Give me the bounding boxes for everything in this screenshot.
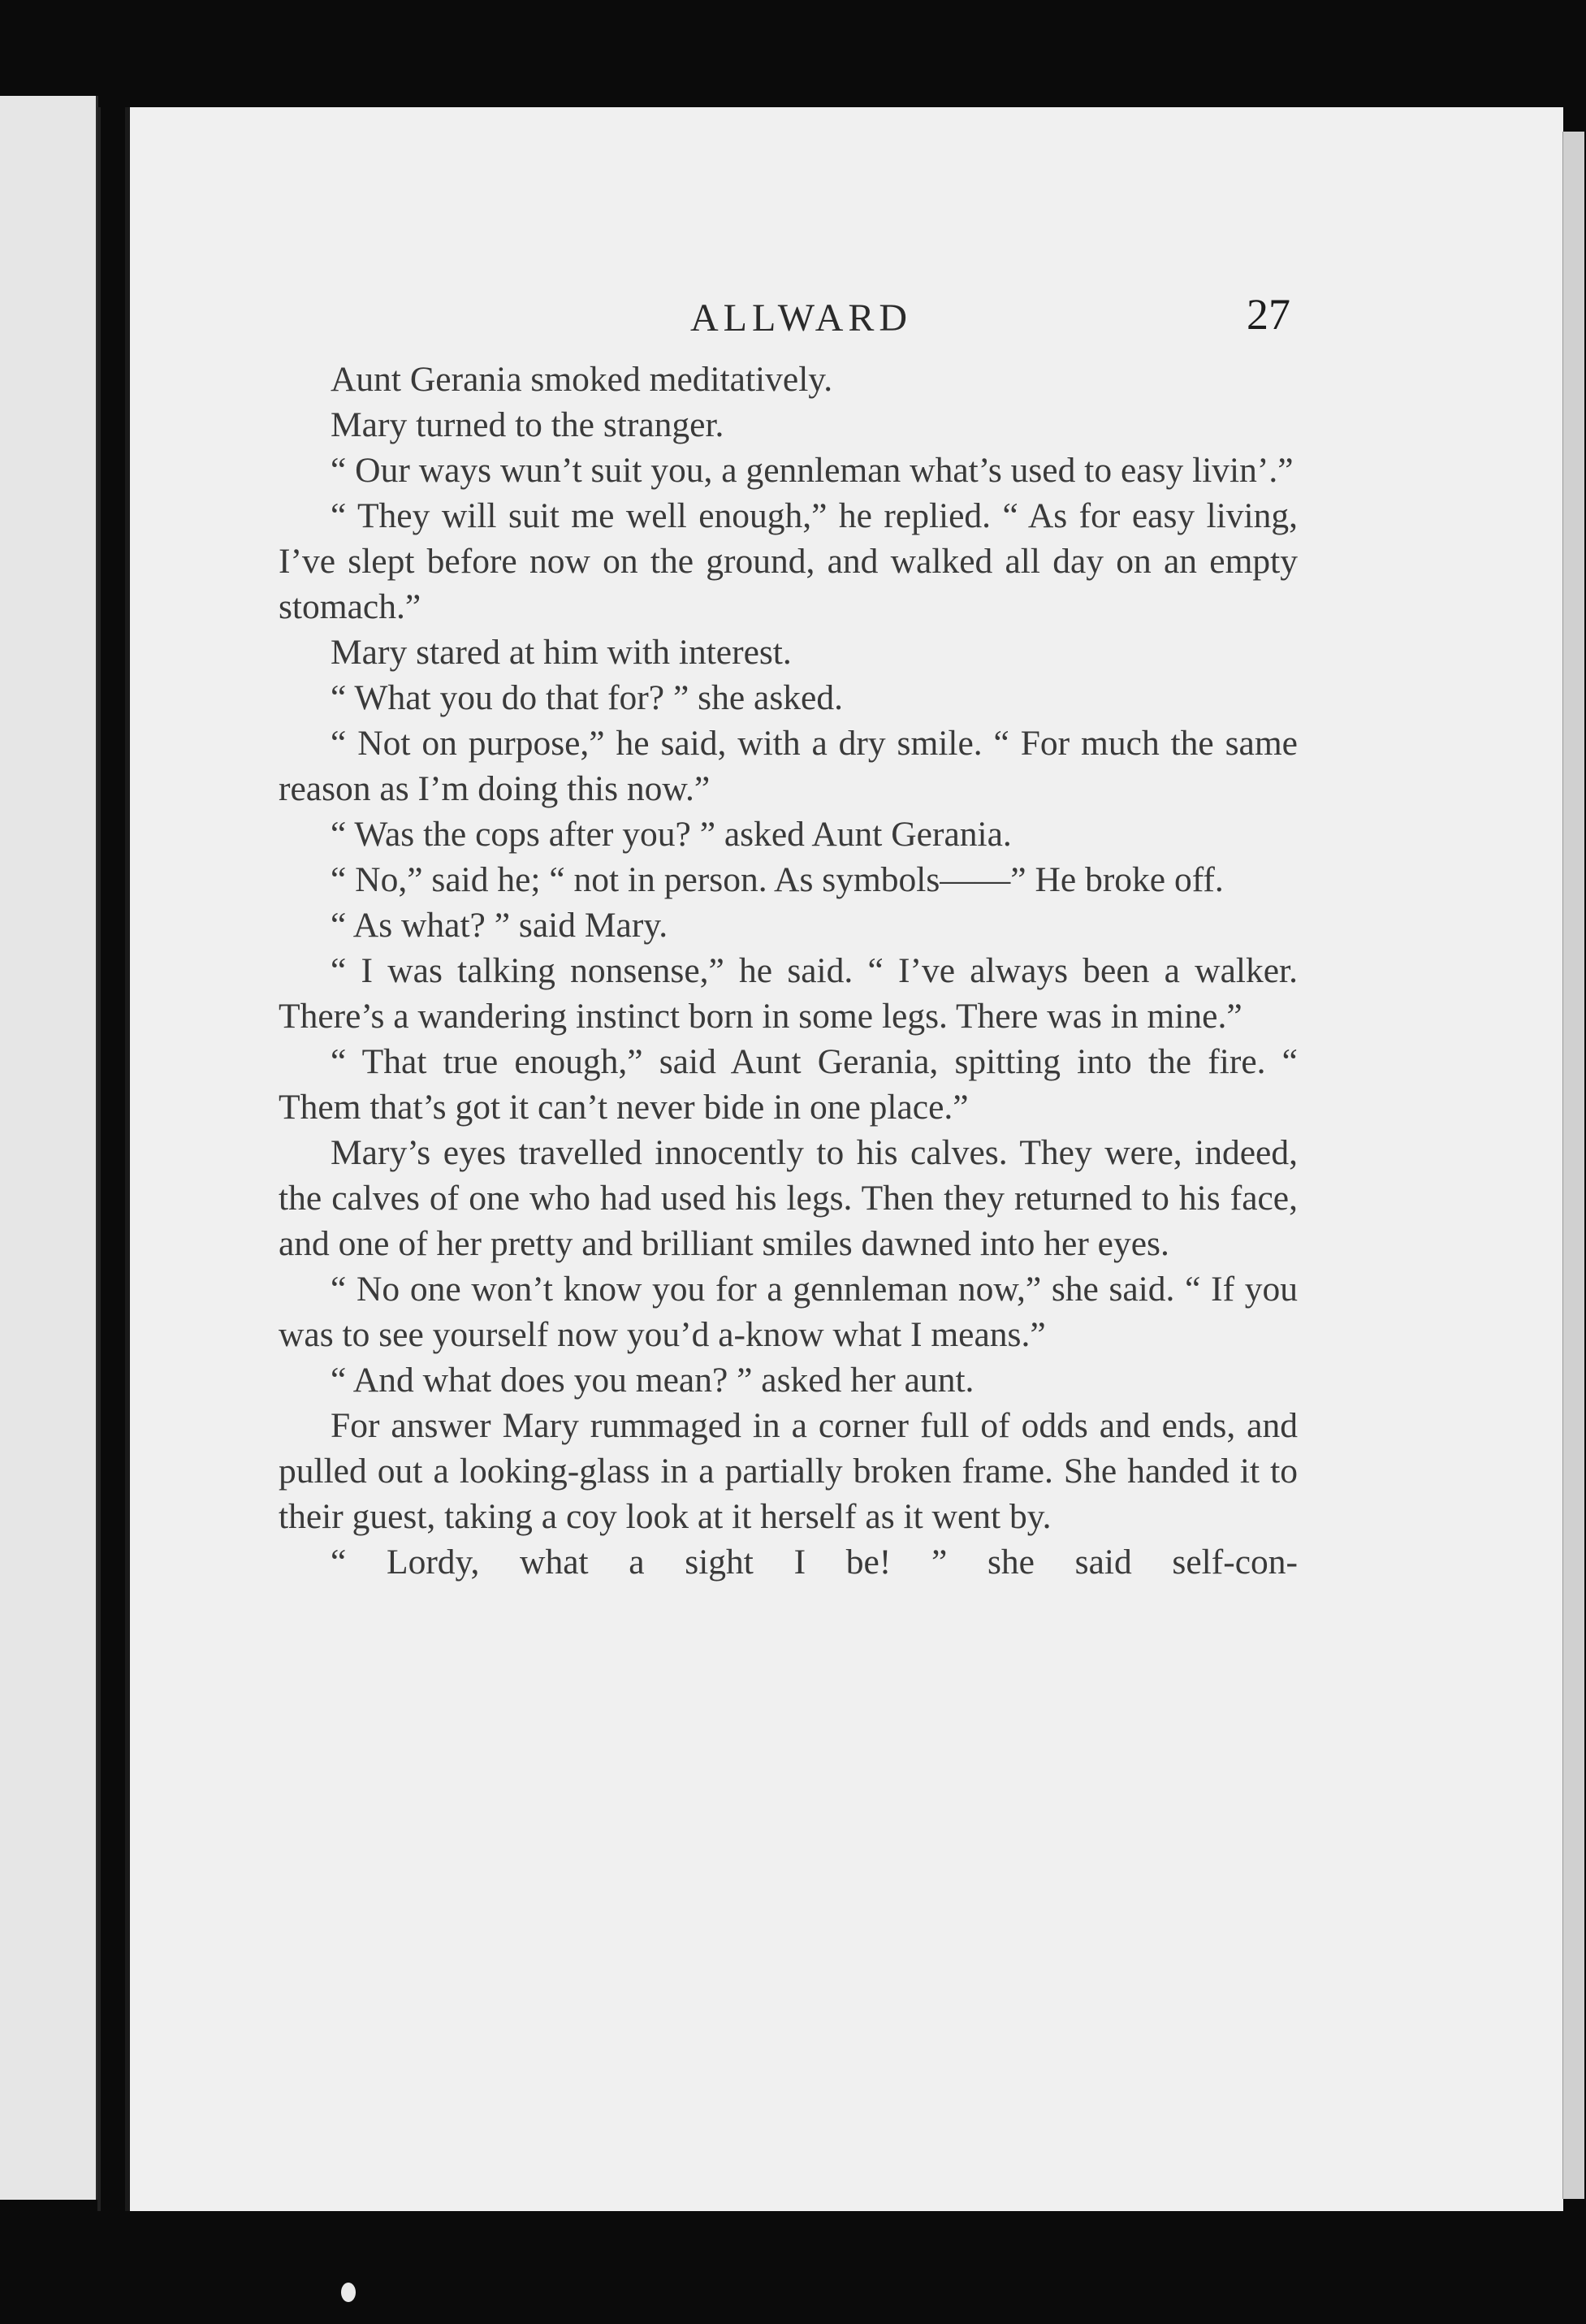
paragraph: Aunt Gerania smoked meditatively. xyxy=(331,360,833,399)
paragraph: Mary stared at him with interest. xyxy=(331,633,792,672)
paragraph: “ Was the cops after you? ” asked Aunt Gerania. xyxy=(331,815,1012,854)
paragraph: “ And what does you mean? ” asked her aunt. xyxy=(331,1361,975,1400)
page-number: 27 xyxy=(1247,290,1290,339)
paragraph: “ Lordy, what a sight I be! ” she said self-con- xyxy=(331,1543,1298,1582)
paragraph: “ As what? ” said Mary. xyxy=(331,906,668,945)
facing-page-edge xyxy=(0,96,98,2200)
body-text xyxy=(279,357,1298,1585)
paragraph: “ Our ways wun’t suit you, a gennleman what’s used to easy livin’.” xyxy=(331,451,1294,490)
paragraph: Mary turned to the stranger. xyxy=(331,405,724,444)
paragraph: “ Not on purpose,” he said, with a dry smile. “ For much the same reason as I’m doing this now.” xyxy=(279,724,1298,808)
book-page xyxy=(130,107,1563,2211)
scan-smudge xyxy=(341,2283,356,2302)
paragraph: “ What you do that for? ” she asked. xyxy=(331,678,843,717)
page-edge-stack xyxy=(1562,132,1584,2199)
paragraph: Mary’s eyes travelled innocently to his calves. They were, indeed, the calves of one who had used his legs. Then they returned to his face, and one of her pretty and brilliant smiles dawned into her eyes. xyxy=(279,1133,1298,1263)
running-head: ALLWARD xyxy=(690,296,913,340)
paragraph: For answer Mary rummaged in a corner full of odds and ends, and pulled out a looking-glass in a partially broken frame. She handed it to their guest, taking a coy look at it herself as it went by. xyxy=(279,1406,1298,1536)
paragraph: “ No,” said he; “ not in person. As symbols——” He broke off. xyxy=(331,860,1224,899)
paragraph: “ That true enough,” said Aunt Gerania, spitting into the fire. “ Them that’s got it can’t never bide in one place.” xyxy=(279,1042,1298,1127)
paragraph: “ No one won’t know you for a gennleman now,” she said. “ If you was to see yourself now you’d a-know what I means.” xyxy=(279,1270,1298,1354)
paragraph: “ They will suit me well enough,” he replied. “ As for easy living, I’ve slept before now on the ground, and walked all day on an empty stomach.” xyxy=(279,496,1298,626)
gutter-shadow xyxy=(97,107,101,2211)
paragraph: “ I was talking nonsense,” he said. “ I’ve always been a walker. There’s a wandering instinct born in some legs. There was in mine.” xyxy=(279,951,1298,1036)
